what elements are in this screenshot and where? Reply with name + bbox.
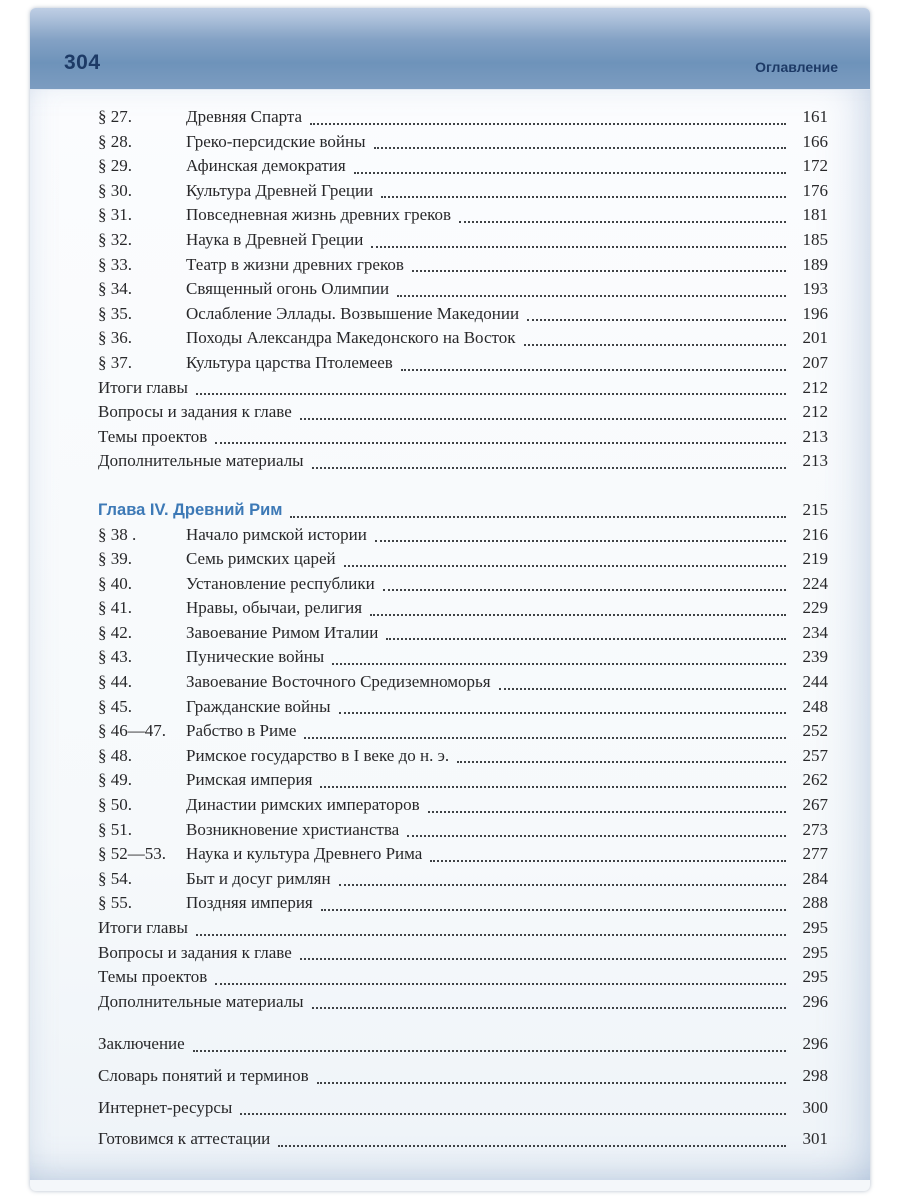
toc-entry (98, 1064, 828, 1089)
toc-entry (98, 105, 828, 130)
section-number: § 30. (98, 180, 132, 200)
page-ref: 296 (802, 1034, 828, 1054)
entry-title: Интернет-ресурсы (98, 1097, 233, 1117)
entry-title: Афинская демократия (186, 156, 346, 176)
section-number: § 34. (98, 279, 132, 299)
page-ref: 161 (802, 107, 828, 126)
entry-title: Завоевание Римом Италии (186, 622, 379, 642)
toc-entry (98, 768, 828, 793)
toc-entry (98, 203, 828, 228)
dot-leader (290, 516, 786, 518)
page-ref: 239 (802, 647, 828, 667)
page-ref: 277 (802, 844, 828, 864)
page-ref: 213 (802, 426, 828, 446)
section-number: § 39. (98, 549, 132, 569)
entry-title: Походы Александра Македонского на Восток (186, 328, 516, 348)
page-ref: 252 (802, 721, 828, 741)
toc-entry (98, 351, 828, 376)
section-number: § 32. (98, 229, 132, 249)
section-number: § 43. (98, 647, 132, 667)
page-ref: 172 (802, 156, 828, 176)
dot-leader (381, 196, 786, 198)
entry-title: Темы проектов (98, 967, 208, 987)
page-ref: 215 (802, 499, 828, 519)
entry-title: Вопросы и задания к главе (98, 402, 292, 422)
dot-leader (374, 147, 786, 149)
entry-title: Гражданские войны (186, 696, 331, 716)
page-number: 304 (64, 51, 101, 74)
page-ref: 244 (802, 672, 828, 692)
section-number: § 36. (98, 328, 132, 348)
dot-leader (407, 835, 786, 837)
entry-title: Греко-персидские войны (186, 131, 366, 151)
toc-entry (98, 965, 828, 990)
page-ref: 295 (802, 918, 828, 937)
dot-leader (312, 467, 786, 469)
chapter-heading-row (98, 498, 828, 523)
dot-leader (304, 737, 786, 739)
page-ref: 273 (802, 819, 828, 839)
section-number: § 42. (98, 622, 132, 642)
toc-entry (98, 744, 828, 769)
section-number: § 28. (98, 131, 132, 151)
book-page (30, 8, 870, 1191)
toc-entry (98, 154, 828, 179)
toc-entry (98, 842, 828, 867)
dot-leader (332, 663, 786, 665)
section-number: § 45. (98, 696, 132, 716)
toc-entry (98, 695, 828, 720)
entry-title: Наука в Древней Греции (186, 229, 364, 249)
toc-entry (98, 941, 828, 966)
dot-leader (310, 123, 786, 125)
entry-title: Возникновение христианства (186, 819, 400, 839)
dot-leader (317, 1082, 786, 1084)
page-ref: 295 (802, 967, 828, 987)
entry-title: Заключение (98, 1034, 185, 1054)
dot-leader (339, 884, 786, 886)
page-ref: 248 (802, 696, 828, 716)
page-ref: 267 (802, 795, 828, 815)
dot-leader (428, 811, 786, 813)
toc-entry (98, 670, 828, 695)
entry-title: Установление республики (186, 573, 375, 593)
section-number: § 37. (98, 352, 132, 372)
entry-title: Пунические войны (186, 647, 325, 667)
page-ref: 224 (802, 573, 828, 593)
page-ref: 176 (802, 180, 828, 200)
page-ref: 213 (802, 451, 828, 471)
entry-title: Римская империя (186, 770, 313, 790)
toc-entry (98, 302, 828, 327)
page-ref: 262 (802, 770, 828, 790)
entry-title: Рабство в Риме (186, 721, 297, 741)
dot-leader (397, 295, 786, 297)
entry-title: Итоги главы (98, 377, 188, 397)
section-number: § 38 . (98, 524, 137, 544)
page-ref: 284 (802, 868, 828, 888)
dot-leader (354, 172, 786, 174)
dot-leader (193, 1050, 786, 1052)
entry-title: Словарь понятий и терминов (98, 1065, 309, 1085)
page-ref: 257 (802, 745, 828, 765)
page-ref: 166 (802, 131, 828, 151)
entry-title: Нравы, обычаи, религия (186, 598, 363, 618)
entry-title: Культура Древней Греции (186, 180, 374, 200)
toc-entry (98, 621, 828, 646)
toc-entry (98, 990, 828, 1015)
page-ref: 212 (802, 377, 828, 397)
section-number: § 51. (98, 819, 132, 839)
dot-leader (300, 958, 786, 960)
entry-title: Быт и досуг римлян (186, 868, 331, 888)
dot-leader (215, 442, 786, 444)
entry-title: Наука и культура Древнего Рима (186, 844, 423, 864)
dot-leader (430, 860, 786, 862)
toc-entry (98, 400, 828, 425)
toc-entry (98, 228, 828, 253)
dot-leader (278, 1145, 786, 1147)
section-number: § 44. (98, 672, 132, 692)
toc-entry (98, 1127, 828, 1152)
toc-entry (98, 867, 828, 892)
section-number: § 27. (98, 107, 132, 126)
entry-title: Династии римских императоров (186, 795, 420, 815)
page-ref: 296 (802, 991, 828, 1011)
entry-title: Культура царства Птолемеев (186, 352, 393, 372)
entry-title: Дополнительные материалы (98, 991, 304, 1011)
section-number: § 31. (98, 205, 132, 225)
section-number: § 55. (98, 893, 132, 913)
dot-leader (524, 344, 787, 346)
page-ref: 207 (802, 352, 828, 372)
toc-entry (98, 891, 828, 916)
toc-entry (98, 523, 828, 548)
page-ref: 189 (802, 254, 828, 274)
dot-leader (344, 565, 786, 567)
entry-title: Повседневная жизнь древних греков (186, 205, 452, 225)
toc-entry (98, 645, 828, 670)
section-number: § 52—53. (98, 844, 166, 864)
toc-entry (98, 253, 828, 278)
dot-leader (196, 934, 786, 936)
page-ref: 301 (802, 1129, 828, 1149)
toc-entry (98, 1096, 828, 1121)
toc-entry (98, 326, 828, 351)
dot-leader (371, 246, 786, 248)
dot-leader (312, 1007, 786, 1009)
dot-leader (499, 688, 786, 690)
entry-title: Итоги главы (98, 918, 188, 937)
entry-title: Поздняя империя (186, 893, 313, 913)
page-ref: 216 (802, 524, 828, 544)
dot-leader (240, 1113, 786, 1115)
page-ref: 288 (802, 893, 828, 913)
entry-title: Вопросы и задания к главе (98, 942, 292, 962)
page-ref: 201 (802, 328, 828, 348)
page-ref: 300 (802, 1097, 828, 1117)
dot-leader (375, 540, 786, 542)
toc-entry (98, 1032, 828, 1057)
dot-leader (300, 418, 786, 420)
entry-title: Начало римской истории (186, 524, 367, 544)
dot-leader (339, 712, 786, 714)
section-number: § 48. (98, 745, 132, 765)
entry-title: Ослабление Эллады. Возвышение Македонии (186, 303, 520, 323)
toc-entry (98, 130, 828, 155)
dot-leader (320, 786, 786, 788)
dot-leader (457, 761, 786, 763)
toc-entry (98, 547, 828, 572)
entry-title: Семь римских царей (186, 549, 336, 569)
entry-title: Темы проектов (98, 426, 208, 446)
dot-leader (321, 909, 786, 911)
page-ref: 212 (802, 402, 828, 422)
section-number: § 50. (98, 795, 132, 815)
page-ref: 229 (802, 598, 828, 618)
page-ref: 295 (802, 942, 828, 962)
toc-entry (98, 376, 828, 401)
dot-leader (412, 270, 786, 272)
toc-entry (98, 818, 828, 843)
toc-entry (98, 449, 828, 474)
page-header (30, 8, 870, 90)
dot-leader (383, 589, 786, 591)
entry-title: Театр в жизни древних греков (186, 254, 404, 274)
dot-leader (459, 221, 786, 223)
section-number: § 35. (98, 303, 132, 323)
page-ref: 185 (802, 229, 828, 249)
entry-title: Римское государство в I веке до н. э. (186, 745, 450, 765)
section-number: § 54. (98, 868, 132, 888)
page-ref: 219 (802, 549, 828, 569)
section-number: § 41. (98, 598, 132, 618)
toc-entry (98, 179, 828, 204)
dot-leader (386, 638, 786, 640)
table-of-contents (30, 90, 870, 1180)
toc-entry (98, 793, 828, 818)
section-number: § 46—47. (98, 721, 166, 741)
dot-leader (401, 369, 786, 371)
toc-entry (98, 719, 828, 744)
page-ref: 234 (802, 622, 828, 642)
dot-leader (196, 393, 786, 395)
section-number: § 49. (98, 770, 132, 790)
toc-entry (98, 425, 828, 450)
page-ref: 196 (802, 303, 828, 323)
toc-entry (98, 572, 828, 597)
page-ref: 193 (802, 279, 828, 299)
entry-title: Глава IV. Древний Рим (98, 500, 283, 519)
dot-leader (527, 319, 786, 321)
toc-entry (98, 596, 828, 621)
entry-title: Завоевание Восточного Средиземноморья (186, 672, 491, 692)
entry-title: Древняя Спарта (186, 107, 303, 126)
running-header-title: Оглавление (755, 59, 838, 75)
page-ref: 298 (802, 1065, 828, 1085)
dot-leader (215, 983, 786, 985)
toc-entry (98, 277, 828, 302)
entry-title: Готовимся к аттестации (98, 1129, 271, 1149)
section-number: § 33. (98, 254, 132, 274)
entry-title: Дополнительные материалы (98, 451, 304, 471)
page-ref: 181 (802, 205, 828, 225)
toc-entry (98, 916, 828, 941)
dot-leader (370, 614, 786, 616)
entry-title: Священный огонь Олимпии (186, 279, 390, 299)
section-number: § 29. (98, 156, 132, 176)
section-number: § 40. (98, 573, 132, 593)
